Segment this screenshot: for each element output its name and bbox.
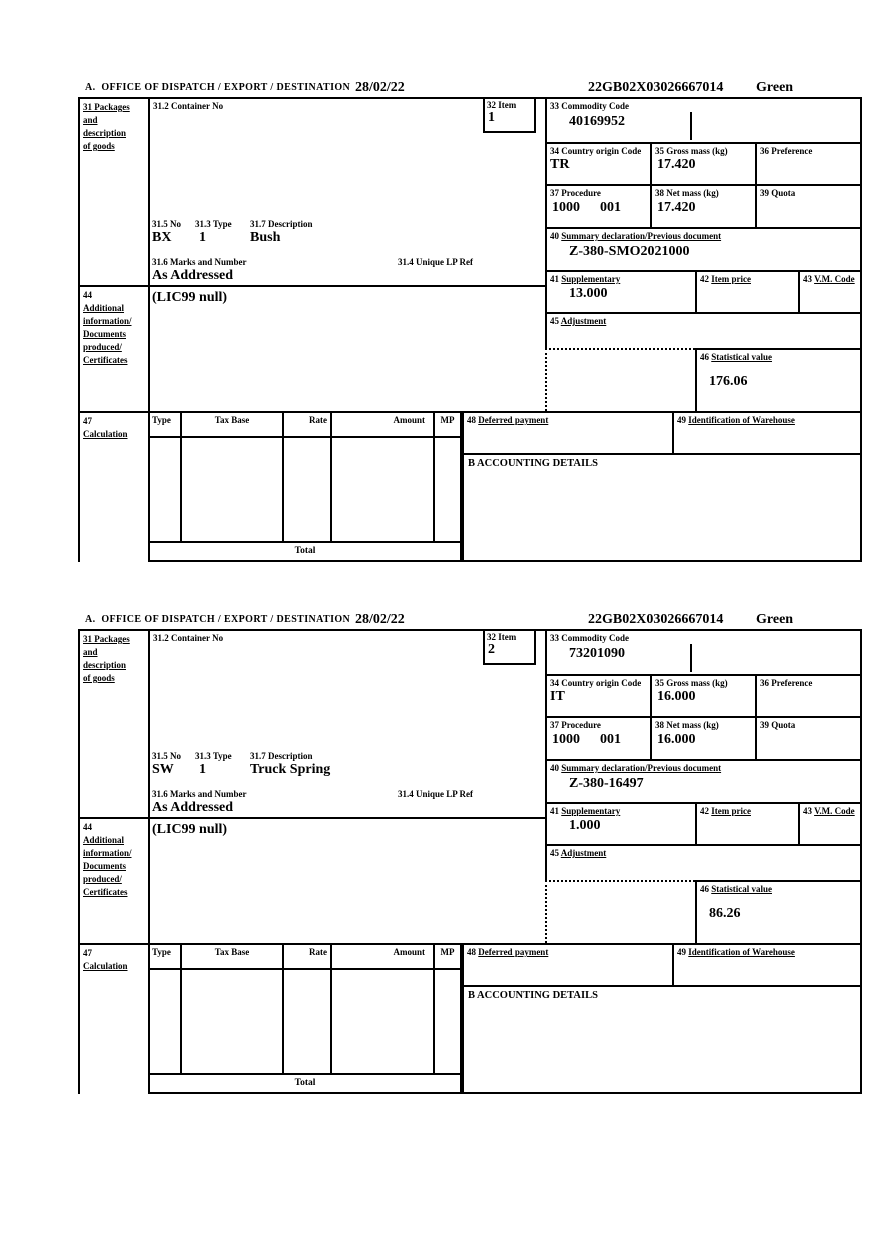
calc-table (148, 943, 462, 1073)
calc-body-row (150, 438, 460, 541)
procedure-suffix-value: 001 (600, 732, 621, 747)
container-no-label: 31.2 Container No (153, 101, 224, 111)
office-of-dispatch-label: A. OFFICE OF DISPATCH / EXPORT / DESTINATION (85, 614, 351, 625)
box42-item-price (695, 804, 798, 844)
preference-label: 36 Preference (760, 146, 813, 156)
statistical-value-label: 46 Statistical value (700, 884, 772, 894)
package-no-label: 31.5 No (152, 751, 181, 761)
box46-statistical-value (695, 880, 862, 943)
adjustment-label: 45 Adjustment (550, 848, 607, 858)
declaration-item-section (0, 610, 882, 1142)
box44-additional-info (148, 817, 545, 943)
preference-label: 36 Preference (760, 678, 813, 688)
calc-header-row (150, 945, 460, 970)
gross-mass-value: 17.420 (657, 157, 696, 172)
country-origin-label: 34 Country origin Code (550, 678, 642, 688)
warehouse-label: 49 Identification of Warehouse (677, 415, 795, 425)
calc-header-row (150, 413, 460, 438)
origin-mass-row (547, 142, 860, 184)
supplementary-label: 41 Supplementary (550, 806, 621, 816)
calc-header-mp: MP (433, 945, 460, 968)
adjustment-label: 45 Adjustment (550, 316, 607, 326)
box39-quota (755, 718, 860, 759)
commodity-code-divider (690, 644, 692, 672)
statistical-value: 176.06 (709, 374, 748, 389)
additional-info-value: (LIC99 null) (152, 290, 228, 305)
box34-country-origin (547, 144, 650, 184)
calc-total-row (148, 541, 462, 562)
box48-deferred-payment (462, 943, 672, 985)
calc-cell-mp (433, 438, 460, 541)
item-price-label: 42 Item price (700, 806, 751, 816)
commodity-column (545, 629, 862, 880)
box46-statistical-value (695, 348, 862, 411)
entry-reference: 22GB02X03026667014 (588, 612, 724, 627)
box49-warehouse (672, 943, 862, 985)
procedure-mass-row (547, 184, 860, 227)
calc-header-type: Type (152, 947, 171, 957)
supplementary-value: 13.000 (569, 286, 608, 301)
gross-mass-label: 35 Gross mass (kg) (655, 678, 728, 688)
description-label: 31.7 Description (250, 751, 313, 761)
box43-vm-code (798, 272, 860, 312)
box32-item (483, 99, 536, 133)
accounting-details-label: B ACCOUNTING DETAILS (468, 458, 598, 469)
route-indicator: Green (756, 80, 794, 95)
calc-cell-tax-base (180, 970, 282, 1073)
box37-procedure (547, 186, 650, 227)
box36-preference (755, 676, 860, 716)
supplementary-value: 1.000 (569, 818, 601, 833)
gross-mass-label: 35 Gross mass (kg) (655, 146, 728, 156)
vm-code-label: 43 V.M. Code (803, 274, 855, 284)
package-no-value: SW (152, 762, 174, 777)
box37-procedure (547, 718, 650, 759)
country-origin-value: IT (550, 689, 565, 704)
net-mass-value: 16.000 (657, 732, 696, 747)
marks-value: As Addressed (152, 268, 234, 283)
commodity-code-label: 33 Commodity Code (550, 101, 629, 111)
box44-additional-info-label: 44 Additional information/ Documents produced/ Certificates (78, 817, 148, 943)
previous-document-value: Z-380-SMO2021000 (569, 244, 690, 259)
procedure-mass-row (547, 716, 860, 759)
box34-country-origin (547, 676, 650, 716)
item-number-value: 1 (488, 110, 495, 125)
calc-cell-mp (433, 970, 460, 1073)
box31-2-container-no (148, 97, 545, 285)
net-mass-value: 17.420 (657, 200, 696, 215)
box38-net-mass (650, 186, 755, 227)
box31-packages-label: 31 Packages and description of goods (78, 629, 148, 817)
supplementary-row (547, 802, 860, 844)
box40-previous-document (547, 759, 860, 802)
quota-label: 39 Quota (760, 188, 796, 198)
country-origin-value: TR (550, 157, 570, 172)
description-label: 31.7 Description (250, 219, 313, 229)
commodity-code-value: 73201090 (569, 646, 625, 661)
declaration-date: 28/02/22 (355, 612, 405, 627)
container-no-label: 31.2 Container No (153, 633, 224, 643)
warehouse-label: 49 Identification of Warehouse (677, 947, 795, 957)
box44-additional-info-label: 44 Additional information/ Documents produced/ Certificates (78, 285, 148, 411)
calc-header-amount: Amount (330, 945, 433, 968)
box36-preference (755, 144, 860, 184)
box39-quota (755, 186, 860, 227)
box41-supplementary (547, 272, 695, 312)
box42-item-price (695, 272, 798, 312)
total-label: Total (294, 1078, 316, 1088)
calc-total-row (148, 1073, 462, 1094)
item-number-value: 2 (488, 642, 495, 657)
box44-additional-info (148, 285, 545, 411)
item-label: 32 Item (487, 100, 517, 110)
package-type-value: 1 (199, 762, 206, 777)
previous-document-value: Z-380-16497 (569, 776, 644, 791)
accounting-details-box (462, 985, 862, 1094)
box47-calculation-label: 47 Calculation (78, 411, 148, 562)
box45-adjustment (547, 844, 860, 882)
statistical-value-label: 46 Statistical value (700, 352, 772, 362)
commodity-column (545, 97, 862, 348)
commodity-code-label: 33 Commodity Code (550, 633, 629, 643)
deferred-payment-label: 48 Deferred payment (467, 947, 549, 957)
calc-header-tax-base: Tax Base (180, 945, 282, 968)
marks-value: As Addressed (152, 800, 234, 815)
declaration-item-section (0, 78, 882, 610)
box35-gross-mass (650, 144, 755, 184)
package-no-value: BX (152, 230, 172, 245)
entry-reference: 22GB02X03026667014 (588, 80, 724, 95)
supplementary-label: 41 Supplementary (550, 274, 621, 284)
statistical-value: 86.26 (709, 906, 741, 921)
calc-table (148, 411, 462, 541)
previous-document-label: 40 Summary declaration/Previous document (550, 231, 722, 241)
previous-document-label: 40 Summary declaration/Previous document (550, 763, 722, 773)
accounting-details-box (462, 453, 862, 562)
calc-cell-type (150, 438, 180, 541)
total-label: Total (294, 546, 316, 556)
declaration-date: 28/02/22 (355, 80, 405, 95)
gross-mass-value: 16.000 (657, 689, 696, 704)
commodity-code-value: 40169952 (569, 114, 625, 129)
calc-cell-tax-base (180, 438, 282, 541)
box31-2-container-no (148, 629, 545, 817)
marks-label: 31.6 Marks and Number (152, 789, 247, 799)
office-of-dispatch-label: A. OFFICE OF DISPATCH / EXPORT / DESTINATION (85, 82, 351, 93)
additional-info-value: (LIC99 null) (152, 822, 228, 837)
calc-header-tax-base: Tax Base (180, 413, 282, 436)
package-type-label: 31.3 Type (195, 219, 232, 229)
adjustment-dotted-area (545, 348, 695, 411)
procedure-value: 1000 (552, 732, 580, 747)
calc-cell-type (150, 970, 180, 1073)
calc-cell-amount (330, 438, 433, 541)
box38-net-mass (650, 718, 755, 759)
box40-previous-document (547, 227, 860, 270)
procedure-value: 1000 (552, 200, 580, 215)
supplementary-row (547, 270, 860, 312)
procedure-suffix-value: 001 (600, 200, 621, 215)
commodity-code-divider (690, 112, 692, 140)
box49-warehouse (672, 411, 862, 453)
box45-adjustment (547, 312, 860, 350)
calc-cell-rate (282, 970, 330, 1073)
package-type-value: 1 (199, 230, 206, 245)
description-value: Bush (250, 230, 281, 245)
box43-vm-code (798, 804, 860, 844)
box48-deferred-payment (462, 411, 672, 453)
route-indicator: Green (756, 612, 794, 627)
procedure-label: 37 Procedure (550, 720, 601, 730)
package-no-label: 31.5 No (152, 219, 181, 229)
calc-header-rate: Rate (282, 413, 330, 436)
box41-supplementary (547, 804, 695, 844)
net-mass-label: 38 Net mass (kg) (655, 720, 719, 730)
description-value: Truck Spring (250, 762, 331, 777)
calc-header-mp: MP (433, 413, 460, 436)
net-mass-label: 38 Net mass (kg) (655, 188, 719, 198)
calc-body-row (150, 970, 460, 1073)
procedure-label: 37 Procedure (550, 188, 601, 198)
unique-lp-ref-label: 31.4 Unique LP Ref (398, 789, 474, 799)
box33-commodity-code (547, 631, 860, 674)
country-origin-label: 34 Country origin Code (550, 146, 642, 156)
calc-cell-amount (330, 970, 433, 1073)
item-price-label: 42 Item price (700, 274, 751, 284)
unique-lp-ref-label: 31.4 Unique LP Ref (398, 257, 474, 267)
box32-item (483, 631, 536, 665)
accounting-details-label: B ACCOUNTING DETAILS (468, 990, 598, 1001)
box31-packages-label: 31 Packages and description of goods (78, 97, 148, 285)
calc-header-amount: Amount (330, 413, 433, 436)
calc-header-type: Type (152, 415, 171, 425)
deferred-payment-label: 48 Deferred payment (467, 415, 549, 425)
marks-label: 31.6 Marks and Number (152, 257, 247, 267)
origin-mass-row (547, 674, 860, 716)
item-label: 32 Item (487, 632, 517, 642)
adjustment-dotted-area (545, 880, 695, 943)
package-type-label: 31.3 Type (195, 751, 232, 761)
calc-header-rate: Rate (282, 945, 330, 968)
calc-cell-rate (282, 438, 330, 541)
quota-label: 39 Quota (760, 720, 796, 730)
box35-gross-mass (650, 676, 755, 716)
box33-commodity-code (547, 99, 860, 142)
box47-calculation-label: 47 Calculation (78, 943, 148, 1094)
vm-code-label: 43 V.M. Code (803, 806, 855, 816)
